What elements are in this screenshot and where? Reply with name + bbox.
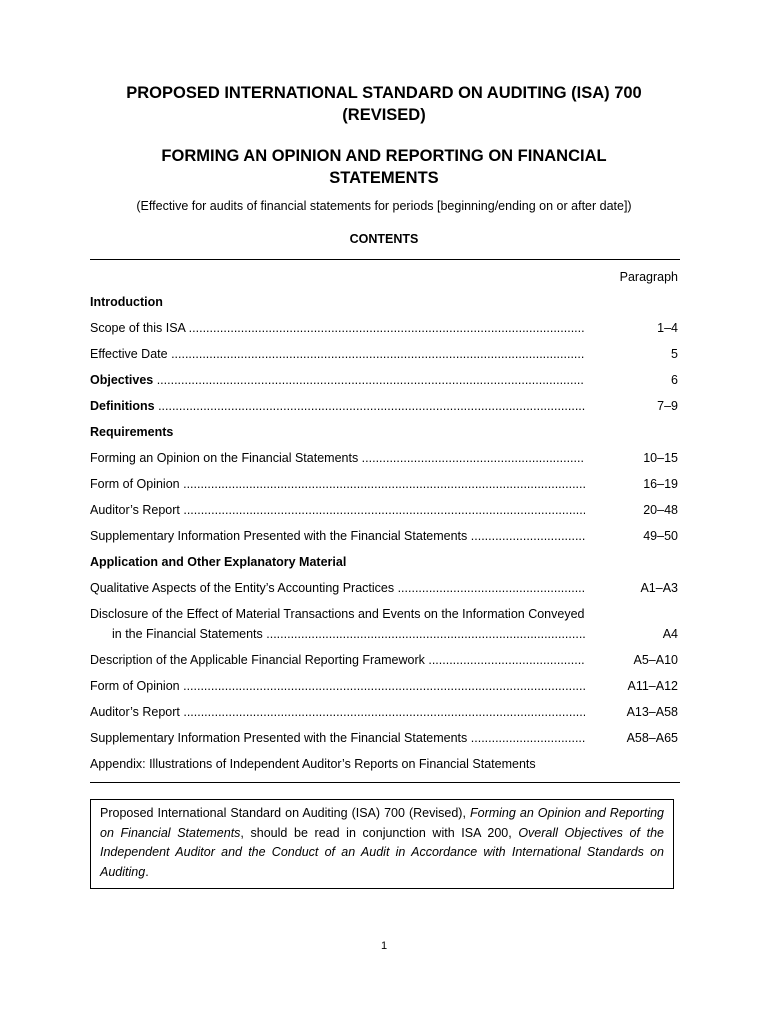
toc-paragraph-ref: A4 — [662, 627, 678, 641]
toc-paragraph-ref: 10–15 — [643, 451, 678, 465]
toc-paragraph-ref: 7–9 — [657, 399, 678, 413]
toc-label: Requirements — [90, 425, 174, 439]
toc-section-application[interactable] — [90, 554, 678, 580]
note-title-italic: Forming an Opinion and Reporting on Financial Statements — [100, 806, 665, 840]
toc-section-introduction[interactable] — [90, 294, 678, 320]
toc-label-line-2: in the Financial Statements ..... — [112, 626, 585, 642]
toc-paragraph-ref: A1–A3 — [640, 581, 678, 595]
toc-entry-scope[interactable] — [90, 320, 678, 346]
toc-paragraph-ref: 49–50 — [643, 529, 678, 543]
toc-paragraph-ref: 1–4 — [657, 321, 678, 335]
toc-label-line-1: Disclosure of the Effect of Material Transactions and Events on the Information Conveyed — [90, 607, 585, 621]
toc-entry-supplementary-info-app[interactable] — [90, 730, 678, 756]
toc-paragraph-ref: A5–A10 — [633, 653, 678, 667]
toc-label: Introduction — [90, 295, 163, 309]
toc-section-requirements[interactable] — [90, 424, 678, 450]
toc-entry-form-of-opinion[interactable] — [90, 476, 678, 502]
toc-entry-form-of-opinion-app[interactable] — [90, 678, 678, 704]
toc-label: Supplementary Information Presented with the Financial Statements ..... — [90, 528, 585, 544]
toc-paragraph-ref: A58–A65 — [626, 731, 678, 745]
toc-entry-forming-opinion[interactable] — [90, 450, 678, 476]
title-line-2: (REVISED) — [342, 106, 426, 124]
toc-label: Objectives ..... — [90, 372, 585, 388]
toc-paragraph-ref: 6 — [671, 373, 678, 387]
table-of-contents — [90, 294, 678, 778]
toc-entry-auditors-report[interactable] — [90, 502, 678, 528]
toc-paragraph-ref: A13–A58 — [626, 705, 678, 719]
page-number: 1 — [380, 940, 388, 952]
toc-label: Form of Opinion ..... — [90, 476, 585, 492]
effective-note: (Effective for audits of financial statements for periods [beginning/ending on or after date]) — [136, 199, 632, 213]
toc-entry-objectives[interactable] — [90, 372, 678, 398]
top-divider — [90, 259, 680, 260]
toc-paragraph-ref: 5 — [671, 347, 678, 361]
note-reference-italic: Overall Objectives of the Independent Auditor and the Conduct of an Audit in Accordance with International Standards on Auditing — [100, 825, 664, 879]
toc-label: Form of Opinion ..... — [90, 678, 585, 694]
toc-label: Description of the Applicable Financial Reporting Framework ..... — [90, 652, 585, 668]
toc-label: Auditor’s Report ..... — [90, 502, 585, 518]
document-subtitle — [90, 145, 678, 189]
toc-entry-qualitative-aspects[interactable] — [90, 580, 678, 606]
document-title — [90, 82, 678, 126]
toc-entry-appendix[interactable] — [90, 756, 678, 778]
toc-label: Appendix: Illustrations of Independent Auditor’s Reports on Financial Statements — [90, 757, 536, 771]
toc-entry-auditors-report-app[interactable] — [90, 704, 678, 730]
paragraph-column-header: Paragraph — [619, 270, 678, 284]
toc-label: Definitions ..... — [90, 398, 585, 414]
toc-label: Forming an Opinion on the Financial Statements ..... — [90, 450, 585, 466]
subtitle-line-2: STATEMENTS — [329, 169, 439, 187]
title-line-1: PROPOSED INTERNATIONAL STANDARD ON AUDITING (ISA) 700 — [126, 84, 642, 102]
toc-entry-effective-date[interactable] — [90, 346, 678, 372]
toc-label: Auditor’s Report ..... — [90, 704, 585, 720]
toc-entry-disclosure[interactable] — [90, 606, 678, 652]
note-text: . — [145, 864, 149, 879]
toc-label: Supplementary Information Presented with the Financial Statements ..... — [90, 730, 585, 746]
toc-entry-supplementary-info[interactable] — [90, 528, 678, 554]
toc-paragraph-ref: 20–48 — [643, 503, 678, 517]
toc-label: Effective Date ..... — [90, 346, 585, 362]
contents-heading: CONTENTS — [349, 232, 419, 246]
toc-paragraph-ref: A11–A12 — [627, 679, 678, 693]
subtitle-line-1: FORMING AN OPINION AND REPORTING ON FINANCIAL — [161, 147, 607, 165]
note-text: Proposed International Standard on Auditing (ISA) 700 (Revised), — [100, 806, 470, 820]
toc-entry-definitions[interactable] — [90, 398, 678, 424]
toc-entry-framework-description[interactable] — [90, 652, 678, 678]
toc-paragraph-ref: 16–19 — [643, 477, 678, 491]
reading-note-box — [90, 799, 674, 889]
toc-label: Qualitative Aspects of the Entity’s Accounting Practices ..... — [90, 580, 585, 596]
toc-label: Scope of this ISA ..... — [90, 320, 585, 336]
toc-label: Application and Other Explanatory Material — [90, 555, 347, 569]
bottom-divider — [90, 782, 680, 783]
note-text: , should be read in conjunction with ISA 200, — [240, 825, 519, 840]
